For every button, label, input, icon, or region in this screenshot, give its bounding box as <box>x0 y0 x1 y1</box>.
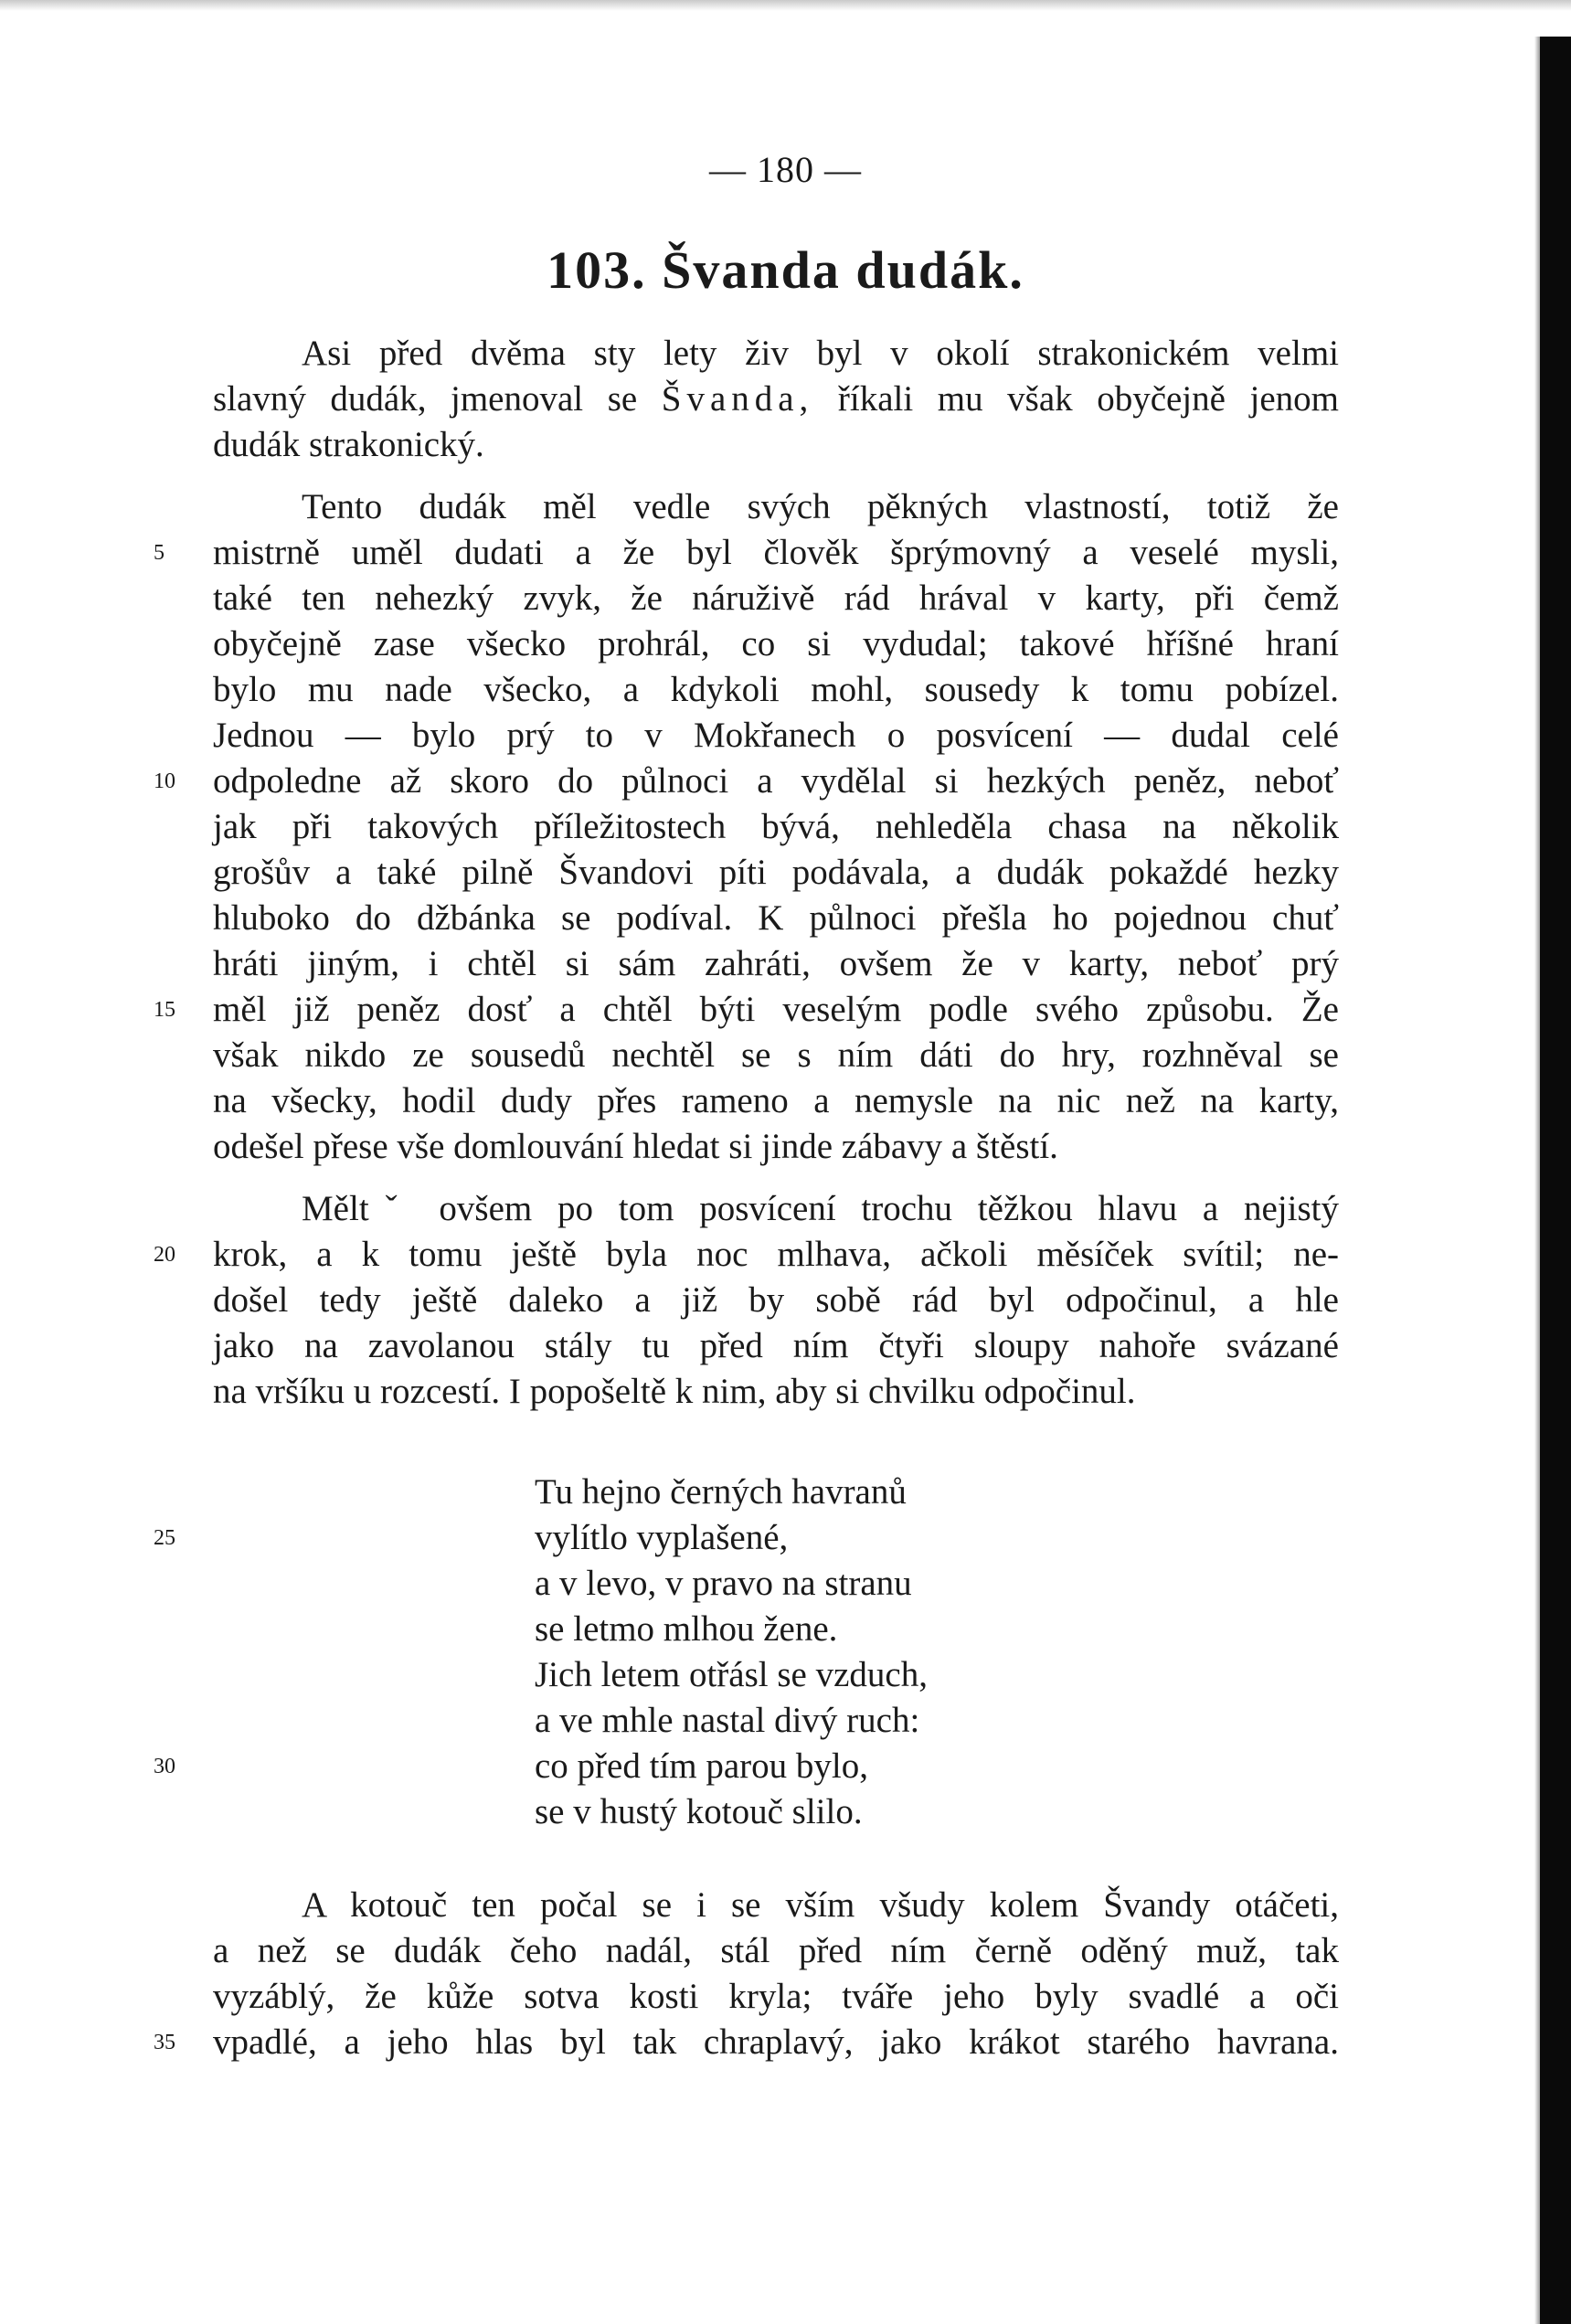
scan-top-edge <box>0 0 1571 11</box>
verse-line: se letmo mlhou žene. <box>535 1609 838 1649</box>
text-line: na všecky, hodil dudy přes rameno a nemysle na nic než na karty, <box>213 1081 1339 1120</box>
verse-line: co před tím parou bylo, <box>535 1746 868 1786</box>
line-number: 15 <box>154 998 175 1022</box>
text-line: vpadlé, a jeho hlas byl tak chraplavý, jako krákot starého havrana. <box>213 2022 1339 2062</box>
text-line: Tento dudák měl vedle svých pěkných vlastností, totiž že <box>302 487 1339 526</box>
chapter-title: 103. Švanda dudák. <box>547 240 1024 300</box>
line-number: 35 <box>154 2031 175 2054</box>
text-line: měl již peněz dosť a chtěl býti veselým podle svého způsobu. Že <box>213 990 1339 1029</box>
verse-line: Jich letem otřásl se vzduch, <box>535 1655 928 1694</box>
text-line: grošův a také pilně Švandovi píti podávala, a dudák pokaždé hezky <box>213 853 1339 892</box>
text-line: hráti jiným, i chtěl si sám zahráti, ovšem že v karty, neboť prý <box>213 944 1339 983</box>
line-number: 5 <box>154 541 165 565</box>
text-fragment: říkali mu však obyčejně jenom <box>837 379 1339 419</box>
text-fragment: slavný dudák, jmenoval se <box>213 379 638 419</box>
text-line: jak při takových příležitostech bývá, nehleděla chasa na několik <box>213 807 1339 846</box>
text-line: odešel přese vše domlouvání hledat si jinde zábavy a štěstí. <box>213 1127 1058 1166</box>
name-spaced: Švanda, <box>661 379 814 419</box>
text-line: A kotouč ten počal se i se vším všudy kolem Švandy otáčeti, <box>302 1885 1339 1925</box>
verse-line: a ve mhle nastal divý ruch: <box>535 1701 920 1740</box>
line-number: 20 <box>154 1243 175 1267</box>
page-number: — 180 — <box>709 149 862 190</box>
text-line <box>213 377 1339 422</box>
text-line: Měltˇ ovšem po tom posvícení trochu těžkou hlavu a nejistý <box>302 1189 1339 1228</box>
text-line: mistrně uměl dudati a že byl člověk šprýmovný a veselé mysli, <box>213 533 1339 572</box>
text-line: také ten nehezký zvyk, že náruživě rád hrával v karty, při čemž <box>213 578 1339 618</box>
text-line: a než se dudák čeho nadál, stál před ním černě oděný muž, tak <box>213 1931 1339 1970</box>
text-line: bylo mu nade všecko, a kdykoli mohl, sousedy k tomu pobízel. <box>213 670 1339 709</box>
verse-line: se v hustý kotouč slilo. <box>535 1792 863 1831</box>
text-line: krok, a k tomu ještě byla noc mlhava, ačkoli měsíček svítil; ne- <box>213 1235 1339 1274</box>
text-line: obyčejně zase všecko prohrál, co si vydudal; takové hříšné hraní <box>213 624 1339 663</box>
text-line: však nikdo ze sousedů nechtěl se s ním dáti do hry, rozhněval se <box>213 1035 1339 1075</box>
text-line: došel tedy ještě daleko a již by sobě rád byl odpočinul, a hle <box>213 1280 1339 1320</box>
line-number: 25 <box>154 1526 175 1550</box>
text-line: na vršíku u rozcestí. I popošeltě k nim, aby si chvilku odpočinul. <box>213 1372 1136 1411</box>
verse-line: vylítlo vyplašené, <box>535 1518 789 1557</box>
text-line: dudák strakonický. <box>213 425 484 464</box>
verse-line: a v levo, v pravo na stranu <box>535 1564 912 1603</box>
scan-right-edge <box>1540 37 1571 2324</box>
text-line: odpoledne až skoro do půlnoci a vydělal si hezkých peněz, neboť <box>213 761 1339 801</box>
verse-line: Tu hejno černých havranů <box>535 1472 907 1512</box>
text-line: Asi před dvěma sty lety živ byl v okolí strakonickém velmi <box>302 334 1339 373</box>
line-number: 10 <box>154 769 175 793</box>
text-line: Jednou — bylo prý to v Mokřanech o posvícení — dudal celé <box>213 716 1339 755</box>
text-line: jako na zavolanou stály tu před ním čtyři sloupy nahoře svázané <box>213 1326 1339 1365</box>
line-number: 30 <box>154 1755 175 1778</box>
text-line: hluboko do džbánka se podíval. K půlnoci přešla ho pojednou chuť <box>213 898 1339 938</box>
text-line: vyzáblý, že kůže sotva kosti kryla; tváře jeho byly svadlé a oči <box>213 1977 1339 2016</box>
